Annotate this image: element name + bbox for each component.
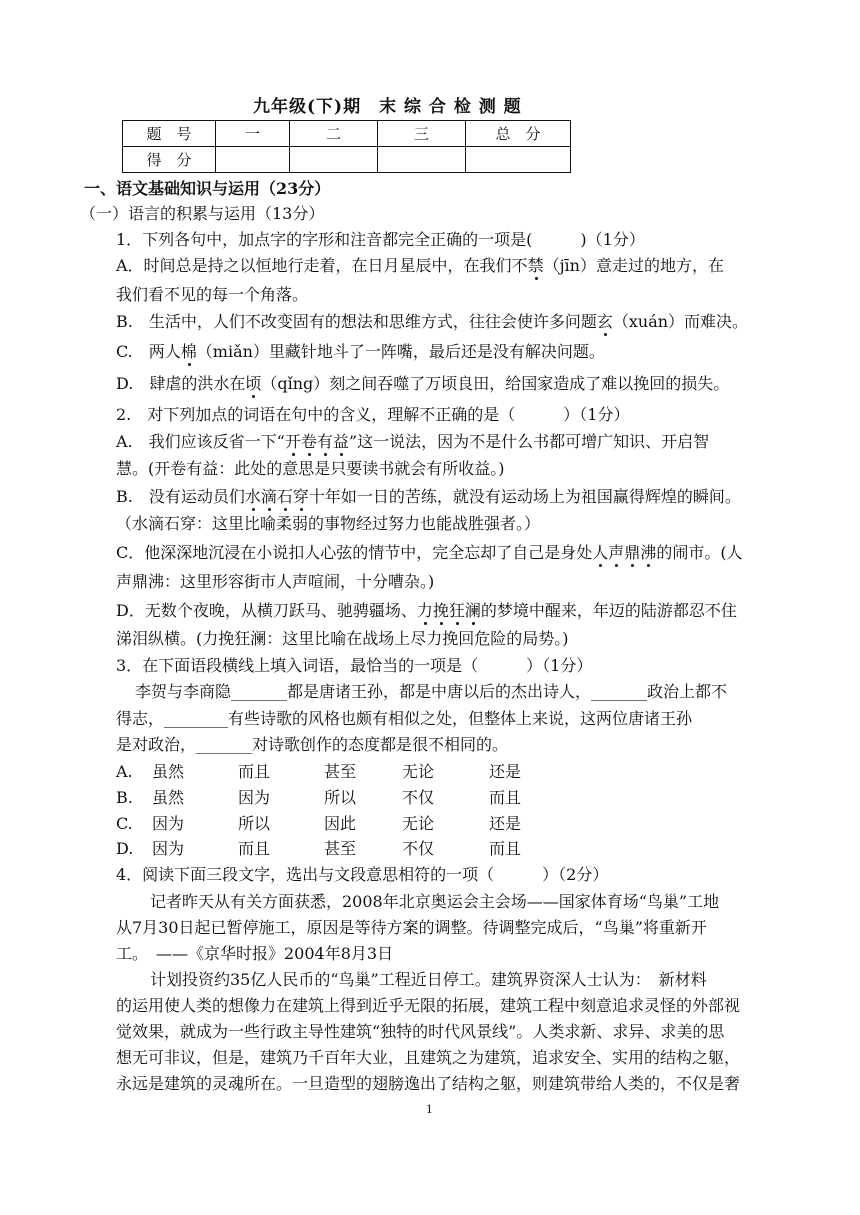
q4-passage-line: 工。 ——《京华时报》2004年8月3日 (116, 944, 394, 963)
q1-option-a-cont: 我们看不见的每一个角落。 (116, 285, 309, 304)
text: B. 没有运动员们 (116, 487, 245, 506)
q1-option-a (116, 258, 724, 274)
q4-passage-line: 永远是建筑的灵魂所在。一旦造型的翅膀逸出了结构之躯，则建筑带给人类的，不仅是奢 (116, 1074, 741, 1093)
option-word: 甚至 (324, 839, 357, 858)
option-word: 还是 (489, 762, 522, 781)
option-letter: C. (116, 814, 133, 833)
question-4-stem: 4．阅读下面三段文字，选出与文段意思相符的一项（ ）（2分） (116, 865, 609, 884)
dotted-char: 益 (332, 432, 349, 451)
score-header-cell: 题 号 (123, 121, 216, 147)
dotted-char: 滴 (260, 487, 277, 506)
subsection-heading: （一）语言的积累与运用（13分） (80, 204, 325, 223)
dotted-char: 有 (316, 432, 333, 451)
dotted-char: 沸 (640, 543, 657, 562)
text: （miǎn）里藏针地斗了一阵嘴，最后还是没有解决问题。 (196, 342, 605, 361)
q2-option-d (116, 603, 737, 619)
score-table-header-row (123, 121, 571, 147)
option-letter: A. (116, 762, 133, 781)
q2-option-d-cont: 涕泪纵横。(力挽狂澜：这里比喻在战场上尽力挽回危险的局势。) (116, 629, 569, 648)
dotted-char: 鼎 (624, 543, 641, 562)
q3-passage-line: 是对政治，_______对诗歌创作的态度都是很不相同的。 (116, 735, 509, 754)
q2-option-a (116, 434, 709, 450)
option-letter: B. (116, 788, 133, 807)
text: D．无数个夜晚，从横刀跃马、驰骋疆场、 (116, 601, 417, 620)
score-cell (378, 147, 466, 173)
option-word: 而且 (489, 788, 522, 807)
q4-passage-line: 从7月30日起已暂停施工，原因是等待方案的调整。待调整完成后，“鸟巢”将重新开 (116, 918, 707, 937)
dotted-char: 石 (276, 487, 293, 506)
score-row-label: 得 分 (123, 147, 216, 173)
option-word: 因为 (152, 839, 185, 858)
text: 的梦境中醒来，年迈的陆游都忍不住 (480, 601, 737, 620)
option-word: 因为 (238, 788, 271, 807)
score-cell (290, 147, 378, 173)
dotted-char: 人 (592, 543, 609, 562)
text: D. 肆虐的洪水在 (116, 374, 246, 393)
q4-passage-line: 觉效果，就成为一些行政主导性建筑“独特的时代风景线”。人类求新、求异、求美的思 (116, 1022, 725, 1041)
dotted-char: 棉 (180, 342, 197, 361)
text: ”这一说法，因为不是什么书都可增广知识、开启智 (348, 432, 710, 451)
option-word: 虽然 (152, 762, 185, 781)
option-word: 甚至 (324, 762, 357, 781)
score-table (122, 120, 571, 173)
text: （xuán）而难决。 (612, 312, 749, 331)
option-word: 所以 (238, 814, 271, 833)
text: C．他深深地沉浸在小说扣人心弦的情节中，完全忘却了自己是身处 (116, 543, 593, 562)
dotted-char: 澜 (464, 601, 481, 620)
q2-option-c-cont: 声鼎沸：这里形容街市人声喧闹，十分嘈杂。) (116, 572, 435, 591)
text: A. 我们应该反省一下“ (116, 432, 285, 451)
score-header-cell: 二 (290, 121, 378, 147)
text: （jīn）意走过的地方，在 (543, 256, 724, 275)
text: C. 两人 (116, 342, 181, 361)
dotted-char: 玄 (596, 312, 613, 331)
page-number: 1 (426, 1101, 433, 1116)
option-word: 所以 (324, 788, 357, 807)
q4-passage-line: 计划投资约35亿人民币的“鸟巢”工程近日停工。建筑界资深人士认为： 新材料 (150, 970, 707, 989)
q3-passage-line: 李贺与李商隐_______都是唐诸王孙，都是中唐以后的杰出诗人，_______政治上都不 (135, 682, 728, 701)
option-word: 无论 (402, 814, 435, 833)
option-word: 不仅 (402, 788, 435, 807)
score-cell (466, 147, 571, 173)
dotted-char: 开 (284, 432, 301, 451)
option-word: 而且 (238, 762, 271, 781)
q2-option-b-cont: （水滴石穿：这里比喻柔弱的事物经过努力也能战胜强者。） (116, 514, 541, 533)
q4-passage-line: 记者昨天从有关方面获悉，2008年北京奥运会主会场——国家体育场“鸟巢”工地 (150, 892, 720, 911)
q1-option-b (116, 314, 748, 330)
score-cell (216, 147, 290, 173)
option-word: 虽然 (152, 788, 185, 807)
section-heading: 一、语文基础知识与运用（23分） (84, 179, 331, 198)
option-word: 还是 (489, 814, 522, 833)
dotted-char: 力 (416, 601, 433, 620)
q2-option-c (116, 545, 743, 561)
option-word: 而且 (489, 839, 522, 858)
dotted-char: 声 (608, 543, 625, 562)
question-1-stem: 1．下列各句中，加点字的字形和注音都完全正确的一项是( )（1分） (116, 230, 645, 249)
q4-passage-line: 的运用使人类的想像力在建筑上得到近乎无限的拓展，建筑工程中刻意追求灵怪的外部视 (116, 996, 741, 1015)
q2-option-a-cont: 慧。(开卷有益：此处的意思是只要读书就会有所收益。) (116, 459, 505, 478)
option-word: 而且 (238, 839, 271, 858)
question-2-stem: 2. 对下列加点的词语在句中的含义，理解不正确的是（ ）（1分） (116, 405, 630, 424)
score-header-cell: 一 (216, 121, 290, 147)
text: B. 生活中，人们不改变固有的想法和思维方式，往往会使许多问题 (116, 312, 597, 331)
page-title: 九年级(下)期 末 综 合 检 测 题 (253, 97, 522, 117)
score-header-cell: 总 分 (466, 121, 571, 147)
q1-option-d (116, 376, 729, 392)
q1-option-c (116, 344, 605, 360)
dotted-char: 顷 (245, 374, 262, 393)
q3-passage-line: 得志，________有些诗歌的风格也颇有相似之处，但整体上来说，这两位唐诸王孙 (116, 709, 693, 728)
dotted-char: 狂 (448, 601, 465, 620)
option-word: 因此 (324, 814, 357, 833)
score-table-row (123, 147, 571, 173)
option-word: 无论 (402, 762, 435, 781)
dotted-char: 水 (244, 487, 261, 506)
text: 十年如一日的苦练，就没有运动场上为祖国赢得辉煌的瞬间。 (308, 487, 741, 506)
dotted-char: 卷 (300, 432, 317, 451)
q2-option-b (116, 489, 741, 505)
question-3-stem: 3．在下面语段横线上填入词语，最恰当的一项是（ ）（1分） (116, 656, 593, 675)
option-word: 因为 (152, 814, 185, 833)
text: 的闹市。(人 (656, 543, 743, 562)
dotted-char: 穿 (292, 487, 309, 506)
option-letter: D. (116, 839, 134, 858)
score-header-cell: 三 (378, 121, 466, 147)
q4-passage-line: 想无可非议，但是，建筑乃千百年大业，且建筑之为建筑，追求安全、实用的结构之躯， (116, 1048, 741, 1067)
text: A．时间总是持之以恒地行走着，在日月星辰中，在我们不 (116, 256, 528, 275)
option-word: 不仅 (402, 839, 435, 858)
dotted-char: 禁 (527, 256, 544, 275)
text: （qǐng）刻之间吞噬了万顷良田，给国家造成了难以挽回的损失。 (261, 374, 730, 393)
dotted-char: 挽 (432, 601, 449, 620)
